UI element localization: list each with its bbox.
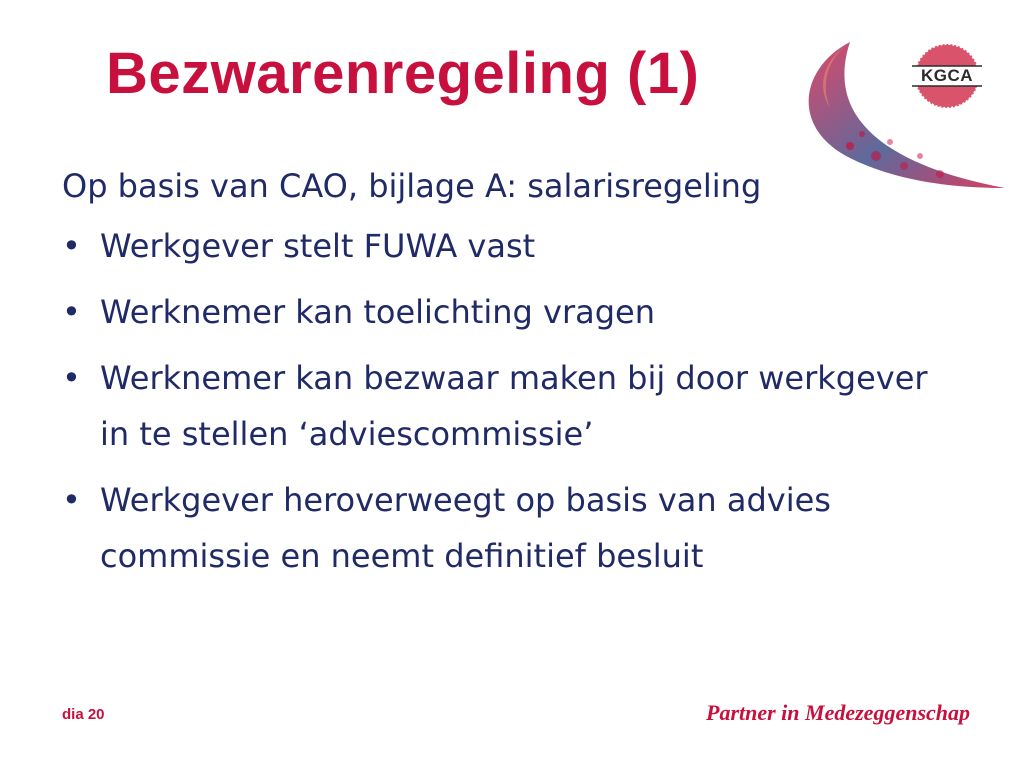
footer-tagline: Partner in Medezeggenschap: [706, 700, 970, 725]
slide-body: [62, 158, 962, 594]
intro-line: Op basis van CAO, bijlage A: salarisregeling: [62, 167, 762, 205]
kgca-logo: [908, 42, 986, 110]
bullet-list: [62, 218, 962, 584]
slide-title: Bezwarenregeling (1): [106, 41, 700, 106]
bullet-icon: •: [62, 293, 81, 331]
bullet-icon: •: [62, 481, 81, 519]
logo-text: KGCA: [920, 66, 974, 85]
bullet-icon: •: [62, 227, 81, 265]
bullet-text: Werkgever heroverweegt op basis van advies commissie en neemt definitief besluit: [100, 481, 831, 575]
bullet-item: [62, 218, 962, 274]
bullet-item: [62, 472, 962, 584]
bullet-text: Werknemer kan toelichting vragen: [100, 293, 655, 331]
slide-number: dia 20: [62, 706, 105, 723]
bullet-text: Werknemer kan bezwaar maken bij door werkgever in te stellen ‘adviescommissie’: [100, 359, 928, 453]
bullet-item: [62, 284, 962, 340]
bullet-item: [62, 350, 962, 462]
bullet-text: Werkgever stelt FUWA vast: [100, 227, 536, 265]
bullet-icon: •: [62, 359, 81, 397]
